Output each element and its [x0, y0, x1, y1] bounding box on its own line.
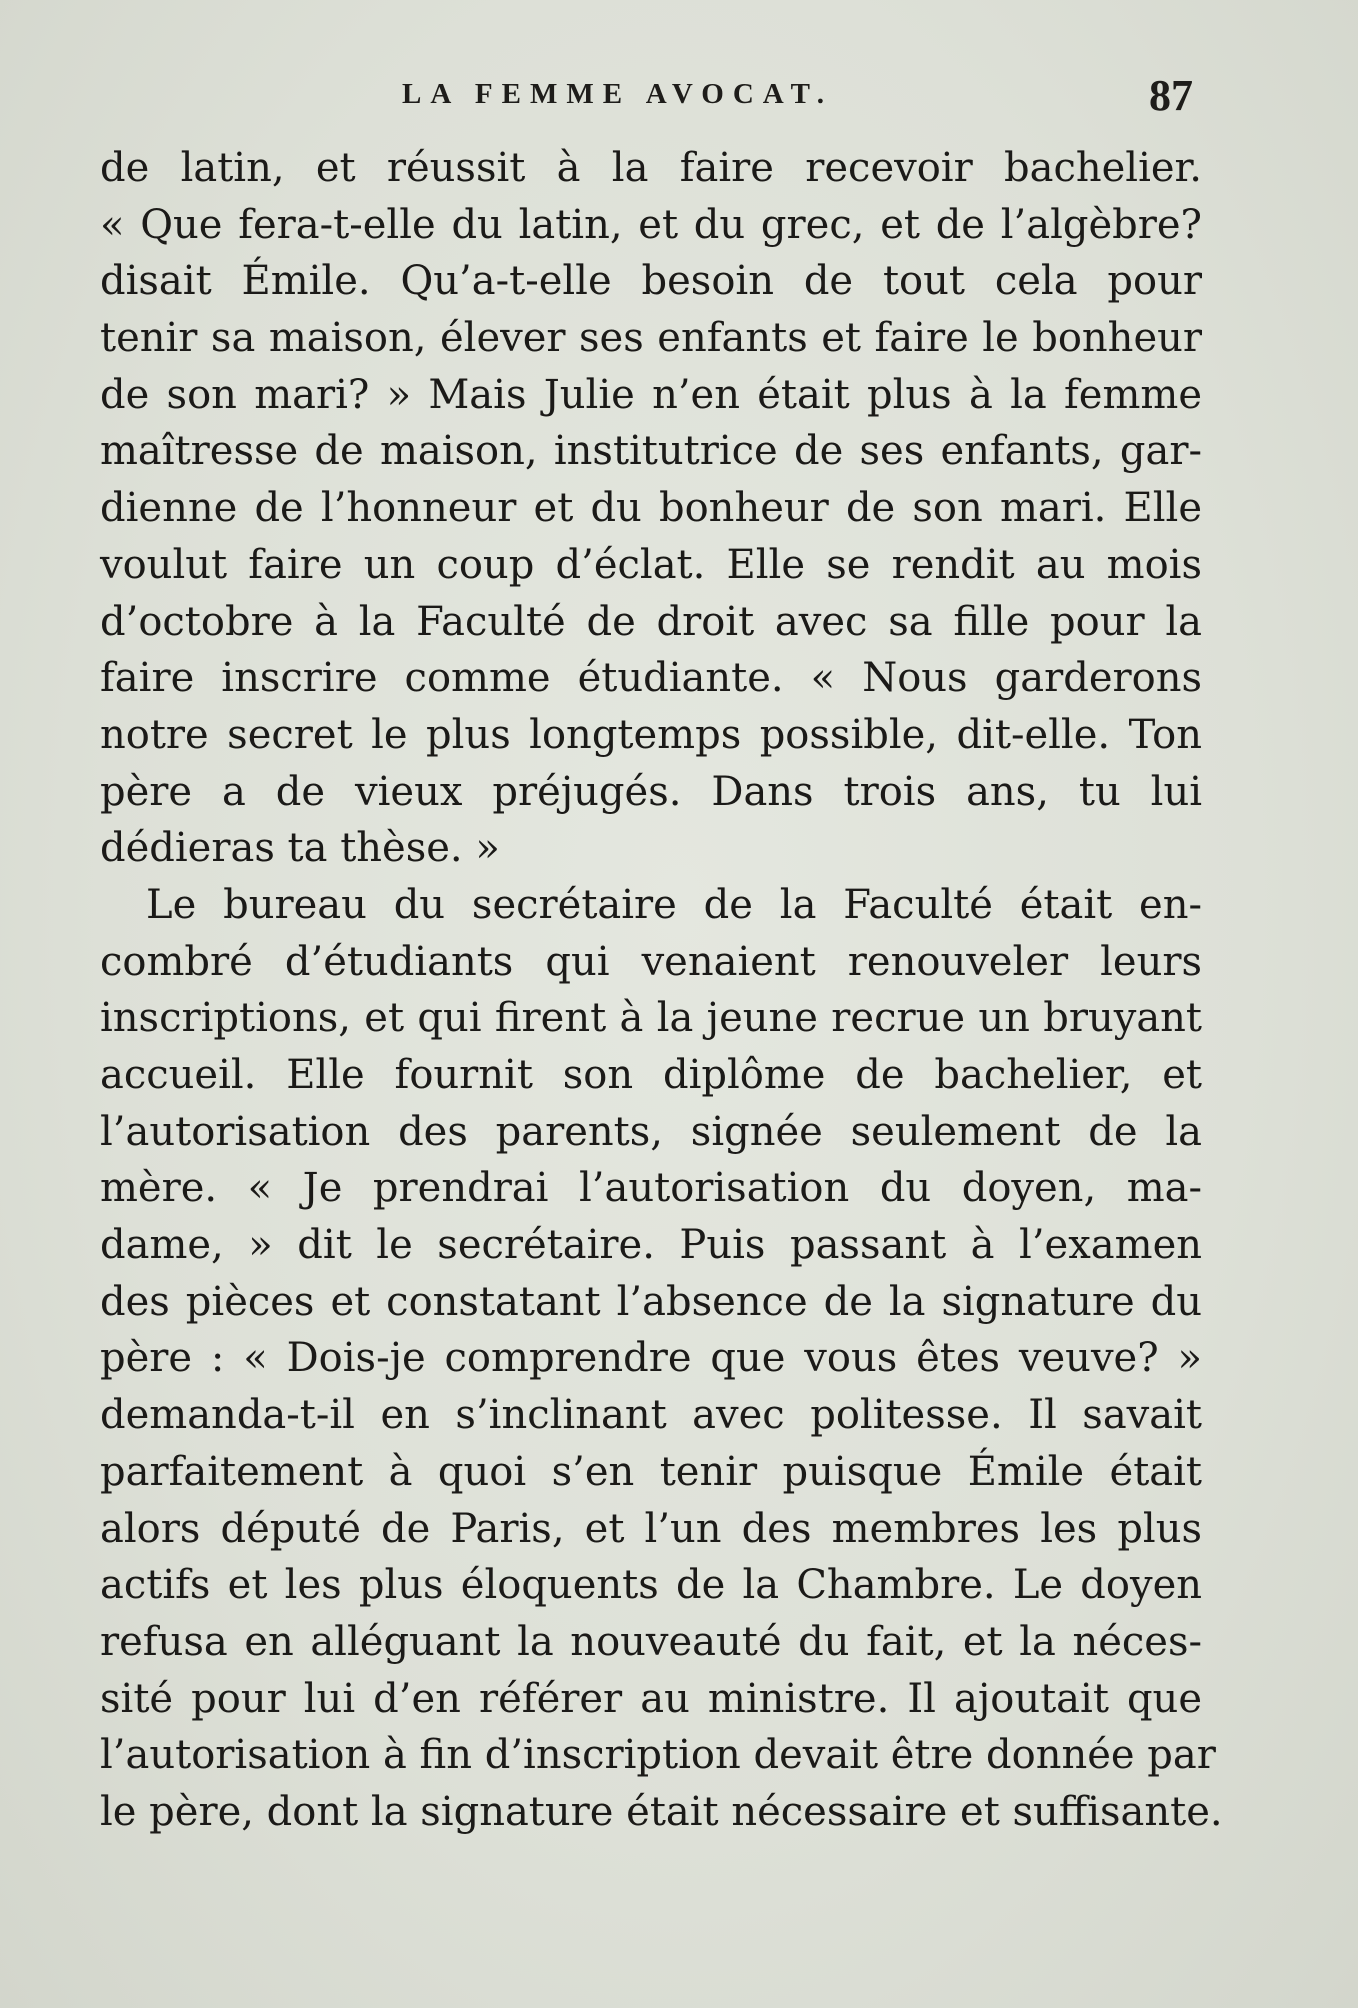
text-line: tenir sa maison, élever ses enfants et faire le bonheur [100, 315, 1202, 362]
page-number: 87 [1149, 71, 1193, 120]
text-line: inscriptions, et qui firent à la jeune recrue un bruyant [100, 995, 1202, 1042]
text-line: « Que fera-t-elle du latin, et du grec, et de l’algèbre? [100, 201, 1202, 248]
text-line: des pièces et constatant l’absence de la signature du [100, 1278, 1202, 1325]
text-line: l’autorisation à fin d’inscription devait être donnée par [100, 1732, 1216, 1779]
text-line: mère. « Je prendrai l’autorisation du doyen, ma- [100, 1165, 1202, 1212]
text-line: notre secret le plus longtemps possible, dit-elle. Ton [100, 711, 1202, 758]
text-line: parfaitement à quoi s’en tenir puisque Émile était [100, 1448, 1202, 1495]
text-line: père : « Dois-je comprendre que vous êtes veuve? » [100, 1335, 1202, 1382]
text-line: de latin, et réussit à la faire recevoir bachelier. [100, 145, 1202, 191]
text-line: actifs et les plus éloquents de la Chambre. Le doyen [100, 1562, 1202, 1609]
text-line: refusa en alléguant la nouveauté du fait, et la néces- [100, 1618, 1202, 1665]
text-line: disait Émile. Qu’a-t-elle besoin de tout cela pour [100, 258, 1202, 305]
text-line: dame, » dit le secrétaire. Puis passant à l’examen [100, 1222, 1202, 1269]
text-line: combré d’étudiants qui venaient renouveler leurs [100, 938, 1202, 985]
running-title: LA FEMME AVOCAT. [402, 78, 834, 110]
text-line: sité pour lui d’en référer au ministre. Il ajoutait que [100, 1675, 1202, 1722]
text-line: accueil. Elle fournit son diplôme de bachelier, et [100, 1052, 1202, 1098]
text-line: de son mari? » Mais Julie n’en était plus à la femme [100, 371, 1202, 418]
text-line: voulut faire un coup d’éclat. Elle se rendit au mois [100, 541, 1202, 588]
text-line: faire inscrire comme étudiante. « Nous garderons [100, 655, 1202, 702]
text-line: le père, dont la signature était nécessaire et suffisante. [100, 1788, 1223, 1835]
text-line: père a de vieux préjugés. Dans trois ans, tu lui [100, 768, 1202, 815]
body-text [100, 140, 1223, 1841]
paragraph-first-line: Le bureau du secrétaire de la Faculté était en- [146, 881, 1202, 928]
text-line: dédieras ta thèse. » [100, 825, 500, 872]
running-head [0, 70, 1358, 130]
text-line: demanda-t-il en s’inclinant avec politesse. Il savait [100, 1392, 1202, 1439]
text-line: l’autorisation des parents, signée seulement de la [100, 1108, 1202, 1155]
text-line: maîtresse de maison, institutrice de ses enfants, gar- [100, 428, 1202, 475]
text-line: d’octobre à la Faculté de droit avec sa fille pour la [100, 598, 1202, 645]
text-line: alors député de Paris, et l’un des membres les plus [100, 1505, 1202, 1552]
text-line: dienne de l’honneur et du bonheur de son mari. Elle [100, 485, 1202, 532]
